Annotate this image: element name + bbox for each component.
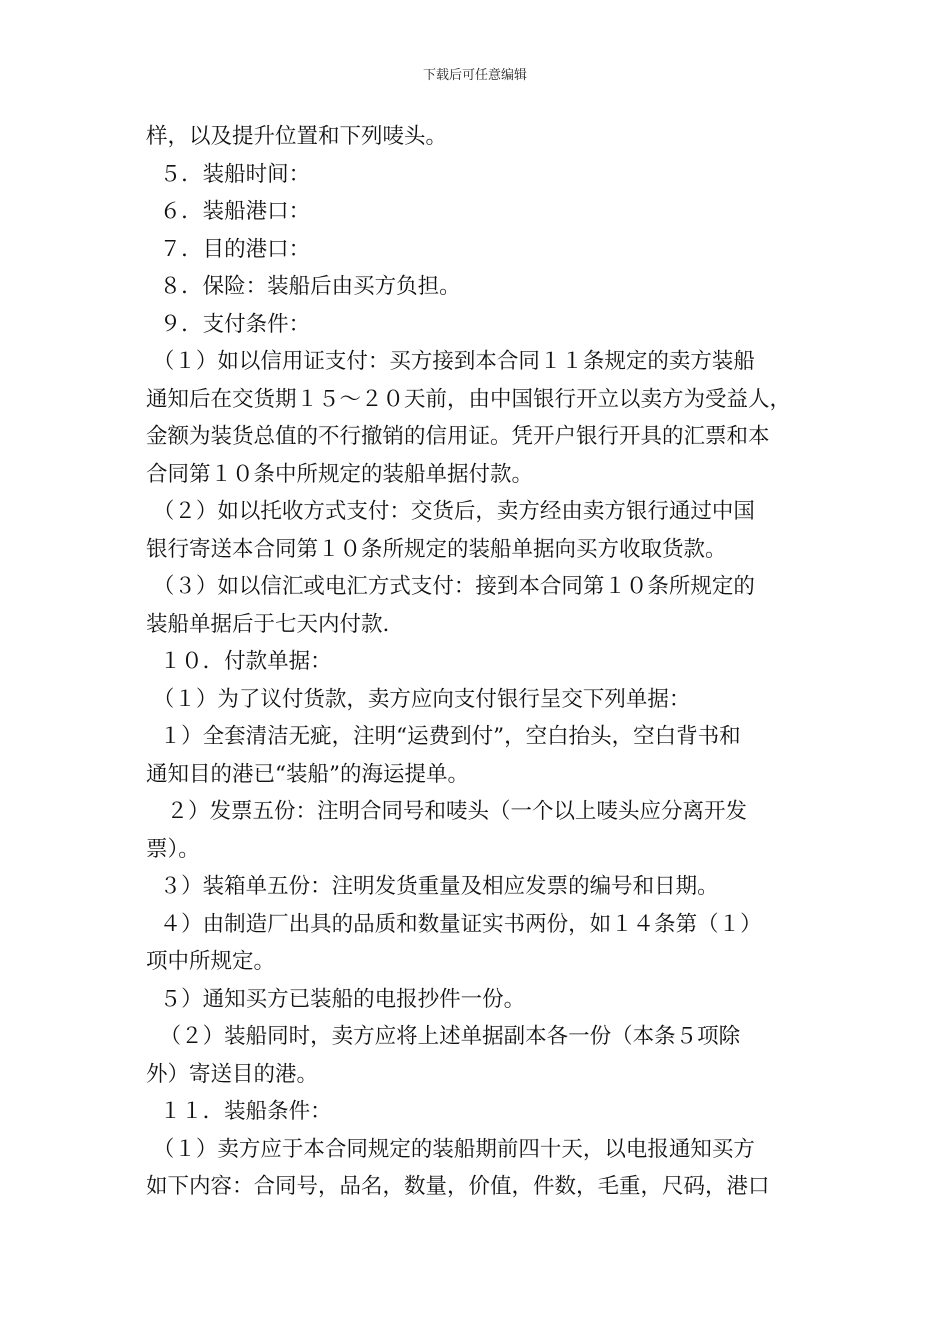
text-line: 通知目的港已“装船”的海运提单。	[146, 761, 469, 787]
text-line: 外）寄送目的港。	[146, 1061, 319, 1087]
text-line: ２）发票五份：注明合同号和唛头（一个以上唛头应分离开发	[146, 799, 748, 824]
text-line: （１）为了议付货款，卖方应向支付银行呈交下列单据：	[146, 686, 691, 712]
text-line: ８．保险：装船后由买方负担。	[146, 274, 461, 299]
text-line: 银行寄送本合同第１０条所规定的装船单据向买方收取货款。	[146, 536, 727, 562]
document-body	[146, 118, 812, 1206]
text-line: 合同第１０条中所规定的装船单据付款。	[146, 461, 534, 487]
text-line: 通知后在交货期１５～２０天前，由中国银行开立以卖方为受益人，	[146, 386, 792, 412]
text-line: ４）由制造厂出具的品质和数量证实书两份，如１４条第（１）	[146, 911, 762, 937]
text-line: ９．支付条件：	[146, 311, 311, 337]
text-line: （３）如以信汇或电汇方式支付：接到本合同第１０条所规定的	[146, 574, 755, 599]
text-line: ７．目的港口：	[146, 236, 311, 262]
text-line: 票）。	[146, 836, 200, 862]
text-line: 如下内容：合同号，品名，数量，价值，件数，毛重，尺码，港口	[146, 1174, 770, 1199]
text-line: （２）装船同时，卖方应将上述单据副本各一份（本条５项除	[146, 1024, 741, 1049]
text-line: ６．装船港口：	[146, 199, 311, 224]
text-line: （２）如以托收方式支付：交货后，卖方经由卖方银行通过中国	[146, 499, 755, 524]
text-line: 装船单据后于七天内付款.	[146, 611, 390, 637]
text-line: （１）卖方应于本合同规定的装船期前四十天，以电报通知买方	[146, 1136, 755, 1162]
text-line: 项中所规定。	[146, 949, 276, 974]
text-line: ５）通知买方已装船的电报抄件一份。	[146, 986, 526, 1012]
text-line: （１）如以信用证支付：买方接到本合同１１条规定的卖方装船	[146, 349, 755, 374]
text-line: 金额为装货总值的不行撤销的信用证。凭开户银行开具的汇票和本	[146, 424, 770, 449]
text-line: １１．装船条件：	[146, 1099, 332, 1124]
page-header: 下载后可任意编辑	[422, 68, 527, 83]
text-line: １）全套清洁无疵，注明“运费到付”，空白抬头，空白背书和	[146, 724, 741, 749]
text-line: ５．装船时间：	[146, 161, 311, 187]
text-line: ３）装箱单五份：注明发货重量及相应发票的编号和日期。	[146, 874, 719, 899]
text-line: １０．付款单据：	[146, 649, 332, 674]
text-line: 样，以及提升位置和下列唛头。	[146, 124, 448, 149]
